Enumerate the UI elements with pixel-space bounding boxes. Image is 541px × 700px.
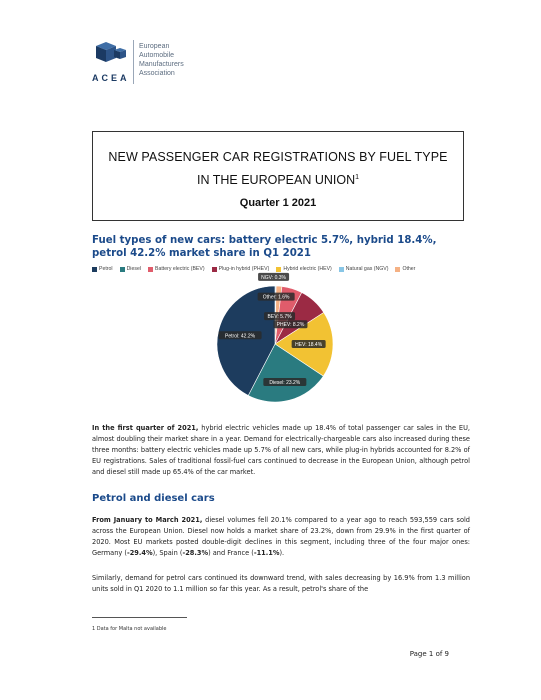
footnote-divider [92,617,187,618]
legend-item [395,266,415,272]
paragraph-diesel [92,515,470,559]
paragraph-diesel-text-b: ), Spain ( [152,548,183,557]
logo-divider [133,40,134,84]
pie-data-label [219,331,262,339]
chart-legend [92,266,472,272]
spain-change: -28.3% [182,548,209,557]
legend-label: Petrol [99,266,113,272]
legend-swatch [120,267,125,272]
subheading-petrol-diesel: Petrol and diesel cars [92,493,215,504]
fuel-type-pie-chart [200,274,350,406]
paragraph-intro [92,423,470,478]
pie-data-label-text: PHEV: 8.2% [276,322,305,329]
legend-swatch [395,267,400,272]
pie-data-label [264,312,295,320]
pie-data-label [273,320,307,328]
acea-logo [92,40,252,86]
paragraph-diesel-text-a: diesel volumes fell 20.1% compared to a year ago to reach 593,559 cars sold across the European Union. Diesel now holds a market share of 23.2%, down from 29.9% in the first quarter of 2020. Most EU markets posted double-digit declines in this segment, including three of the four major ones: Germany ( [92,516,470,557]
pie-data-label-text: Other: 1.6% [262,294,290,301]
pie-data-label [258,273,289,281]
legend-swatch [276,267,281,272]
title-line-2-text: IN THE EUROPEAN UNION [196,173,356,187]
legend-label: Other [402,266,416,272]
pie-data-label-text: Diesel: 23.2% [269,379,301,386]
pie-svg [200,274,350,406]
paragraph-intro-lead: In the first quarter of 2021, [92,424,199,432]
paragraph-diesel-text-d: ). [279,548,285,557]
legend-item [276,266,331,272]
legend-label: Hybrid electric (HEV) [283,266,332,272]
germany-change: -29.4% [126,548,153,557]
legend-label: Natural gas (NGV) [345,266,389,272]
pie-data-label [263,378,306,386]
legend-swatch [148,267,153,272]
quarter-label: Quarter 1 2021 [239,197,317,209]
pie-data-label-text: BEV: 5.7% [267,314,292,321]
legend-label: Diesel [126,266,141,272]
pie-data-label-text: NGV: 0.3% [261,274,286,281]
legend-item [212,266,270,272]
footnote-ref[interactable]: 1 [355,173,360,181]
organization-name: European Automobile Manufacturers Association [139,43,184,77]
legend-item [148,266,205,272]
legend-swatch [339,267,344,272]
acea-wordmark: ACEA [92,73,130,83]
title-line-1: NEW PASSENGER CAR REGISTRATIONS BY FUEL TYPE [108,150,448,164]
france-change: -11.1% [253,548,280,557]
paragraph-diesel-lead: From January to March 2021, [92,516,203,524]
pie-data-label-text: HEV: 18.4% [295,342,323,349]
paragraph-petrol: Similarly, demand for petrol cars continued its downward trend, with sales decreasing by 16.9% from 1.3 million units sold in Q1 2020 to 1.1 million so far this year. As a result, petrol's share of the [92,574,470,593]
legend-item [339,266,389,272]
legend-swatch [212,267,217,272]
title-box [92,131,464,221]
footnote: 1 Data for Malta not available [92,626,167,632]
legend-item [92,266,113,272]
legend-swatch [92,267,97,272]
legend-item [120,266,141,272]
pie-data-label-text: Petrol: 42.2% [225,333,256,340]
section-heading: Fuel types of new cars: battery electric 5.7%, hybrid 18.4%, petrol 42.2% market share in Q1 2021 [92,235,437,259]
pie-data-label [258,293,295,301]
pie-data-label [292,340,326,348]
paragraph-intro-text: hybrid electric vehicles made up 18.4% of total passenger car sales in the EU, almost doubling their market share in a year. Demand for electrically-chargeable cars also increased during these three months: battery electric vehicles made up 5.7% of all new cars, while plug-in hybrids accounted for 8.2% of EU registrations. Sales of traditional fossil-fuel cars continued to decrease in the European Union, although petrol and diesel still made up 65.4% of the car market. [92,424,471,476]
paragraph-diesel-text-c: ) and France ( [208,548,254,557]
legend-label: Plug-in hybrid (PHEV) [218,266,270,272]
acea-cube-logo-icon [92,40,128,70]
page-number: Page 1 of 9 [409,650,449,658]
legend-label: Battery electric (BEV) [154,266,205,272]
title-line-2 [93,173,463,187]
